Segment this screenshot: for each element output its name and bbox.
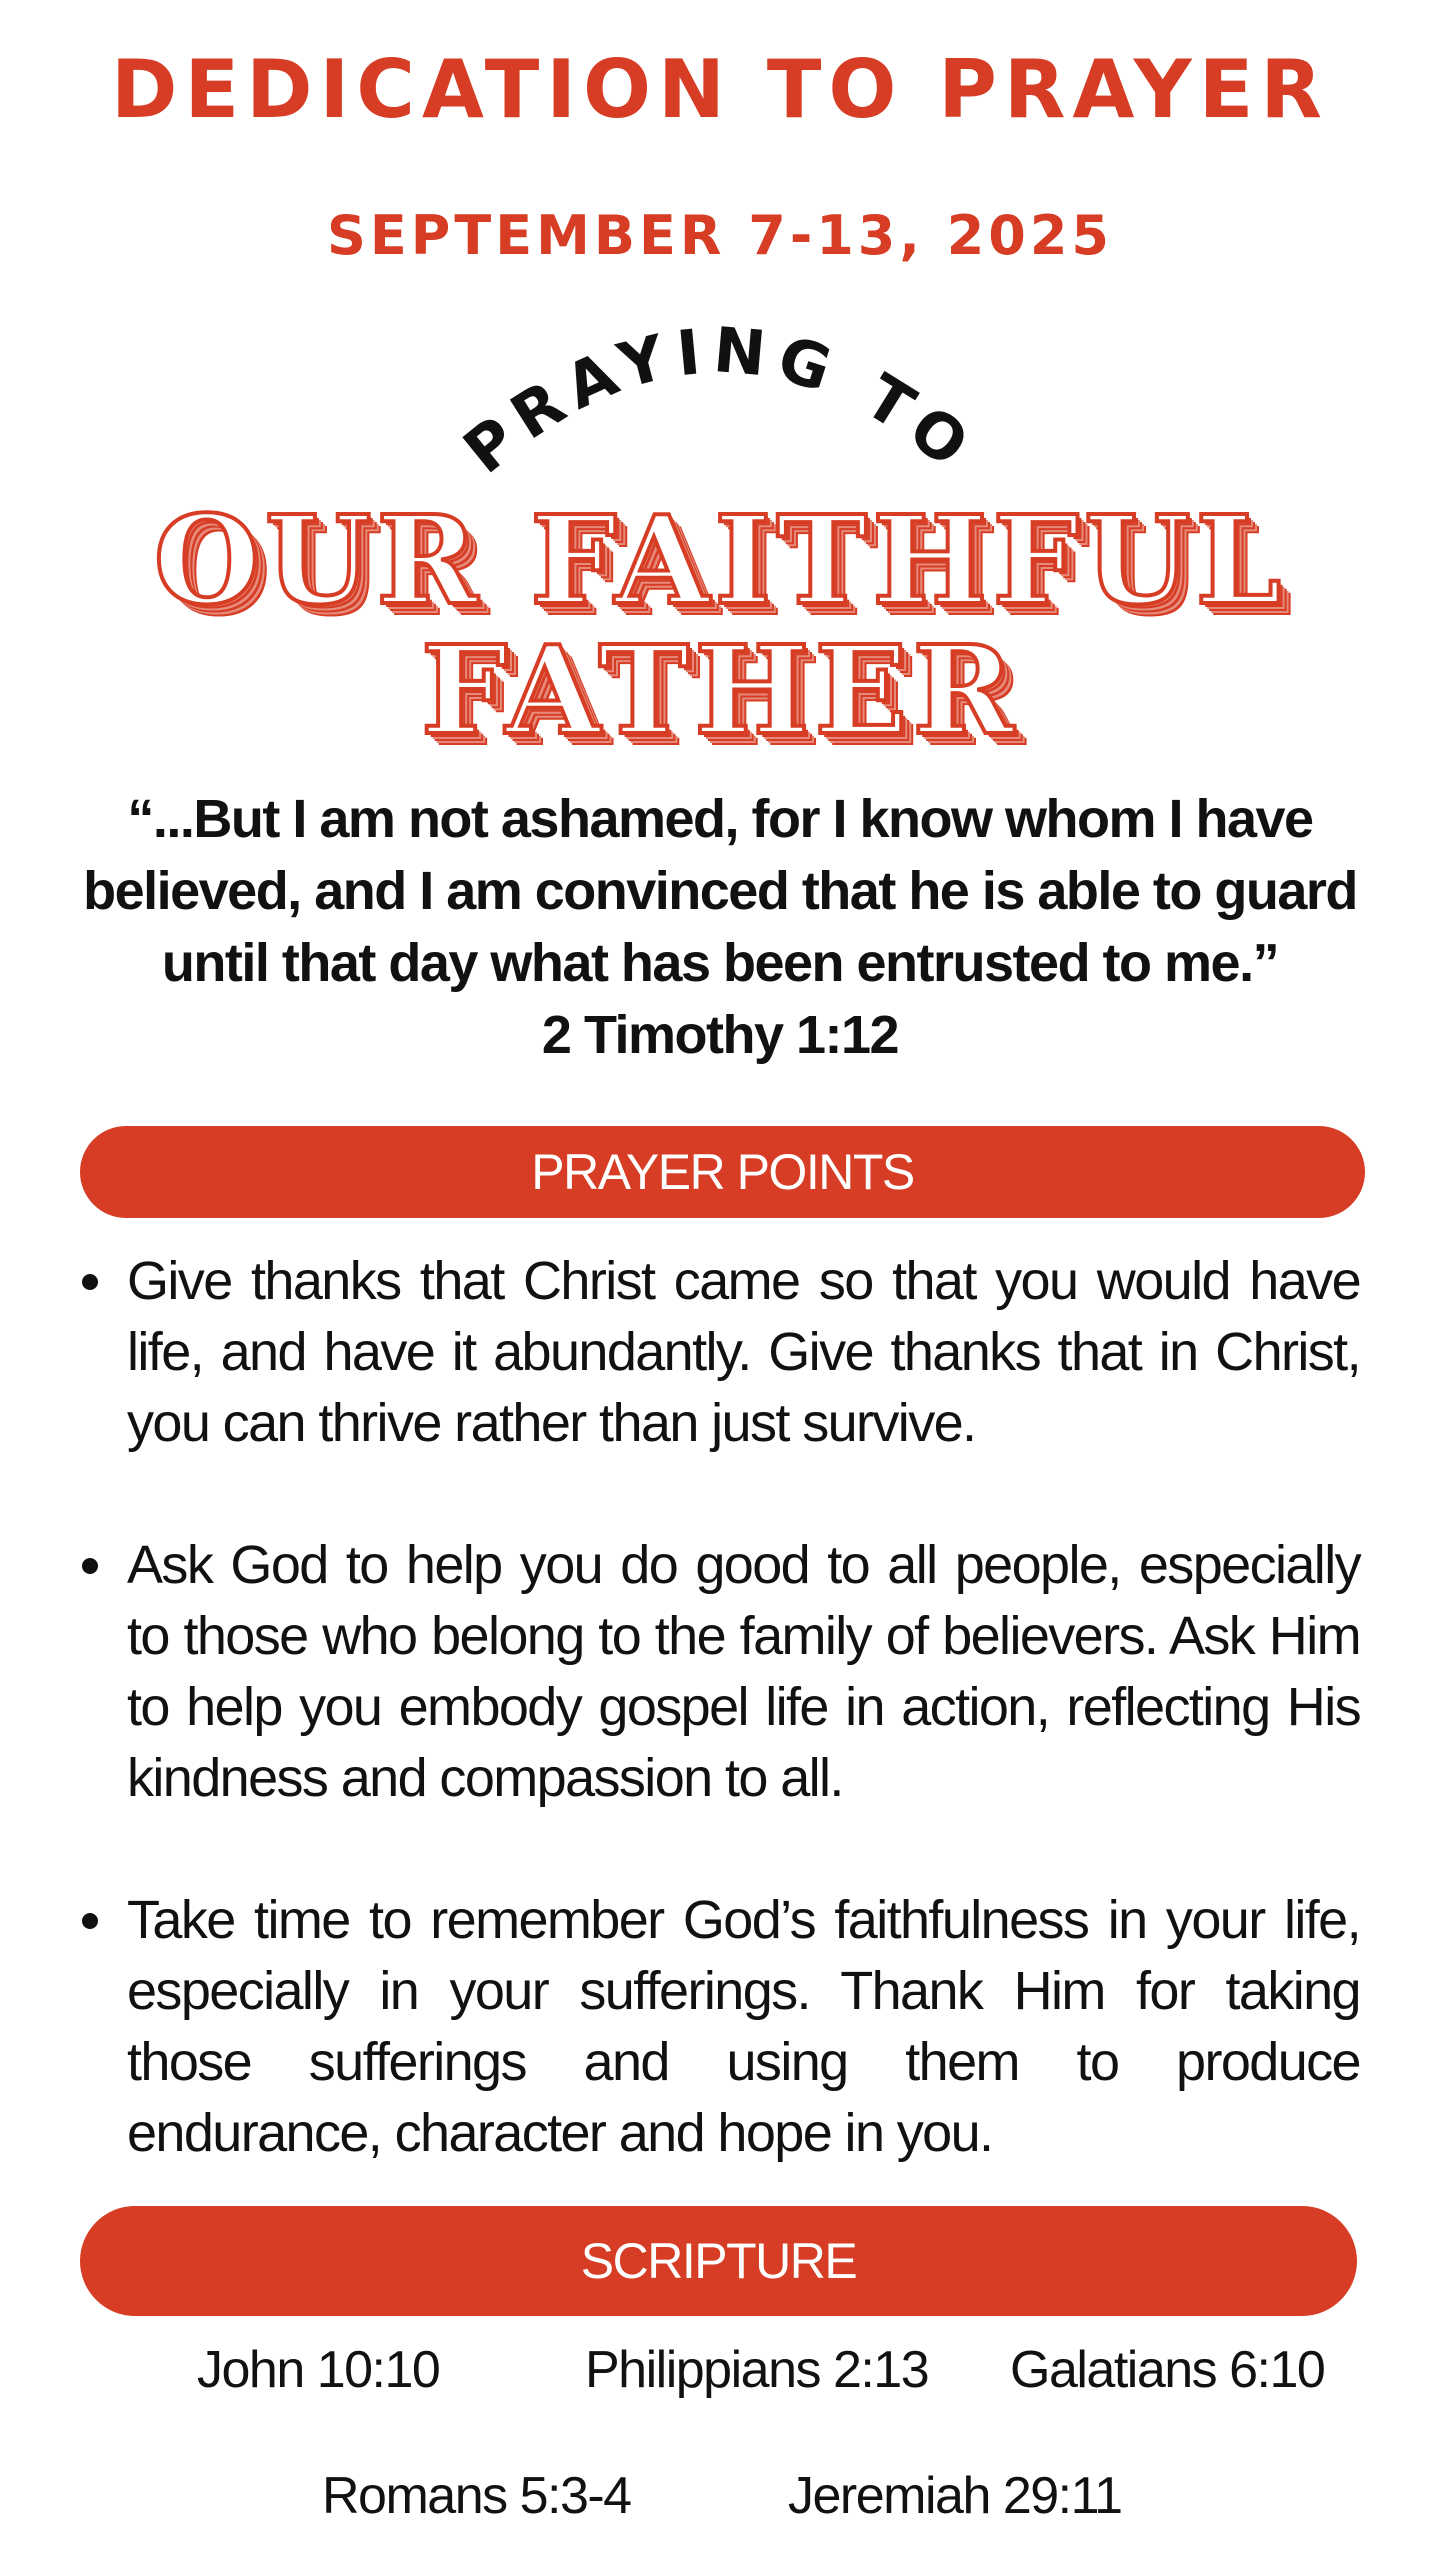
prayer-point-text: Ask God to help you do good to all people, especially to those who belong to the family of believers. Ask Him to help you embody gospel life in action, reflecting His kindness and compassion to all. (127, 1535, 1360, 1808)
bullet-icon (82, 1274, 98, 1290)
scripture-ref: Philippians 2:13 (585, 2341, 929, 2399)
prayer-point-text: Give thanks that Christ came so that you would have life, and have it abundantly. Give thanks that in Christ, you can thrive rather than just survive. (127, 1251, 1360, 1453)
prayer-points-heading: PRAYER POINTS (80, 1126, 1365, 1218)
scripture-ref: Jeremiah 29:11 (788, 2467, 1122, 2525)
scripture-ref: John 10:10 (197, 2341, 440, 2399)
arc-heading (420, 290, 1020, 488)
scripture-ref: Romans 5:3-4 (322, 2467, 631, 2525)
prayer-point-text: Take time to remember God’s faithfulness in your life, especially in your sufferings. Thank Him for taking those sufferings and using them to produce endurance, character and hope in you. (127, 1890, 1360, 2163)
list-item (70, 1246, 1360, 1530)
bullet-icon (82, 1913, 98, 1929)
list-item (70, 1530, 1360, 1885)
date-range: SEPTEMBER 7-13, 2025 (327, 204, 1113, 267)
prayer-points-list (70, 1246, 1360, 2169)
list-item (70, 1885, 1360, 2169)
scripture-ref: Galatians 6:10 (1010, 2341, 1325, 2399)
bullet-icon (82, 1558, 98, 1574)
arc-heading-text: PRAYING TO (449, 313, 990, 488)
key-verse (70, 783, 1370, 1071)
theme-line-1: OUR FAITHFUL (153, 488, 1287, 632)
theme-line-2: FATHER (421, 618, 1019, 762)
verse-text: “...But I am not ashamed, for I know whom I have believed, and I am convinced that he is able to guard until that day what has been entrusted to me.” (83, 789, 1357, 993)
svg-text:PRAYING TO (450, 313, 990, 488)
verse-reference: 2 Timothy 1:12 (541, 1005, 899, 1065)
page-title: DEDICATION TO PRAYER (111, 43, 1329, 136)
arc-heading-svg (420, 290, 1020, 488)
scripture-heading: SCRIPTURE (80, 2206, 1357, 2316)
